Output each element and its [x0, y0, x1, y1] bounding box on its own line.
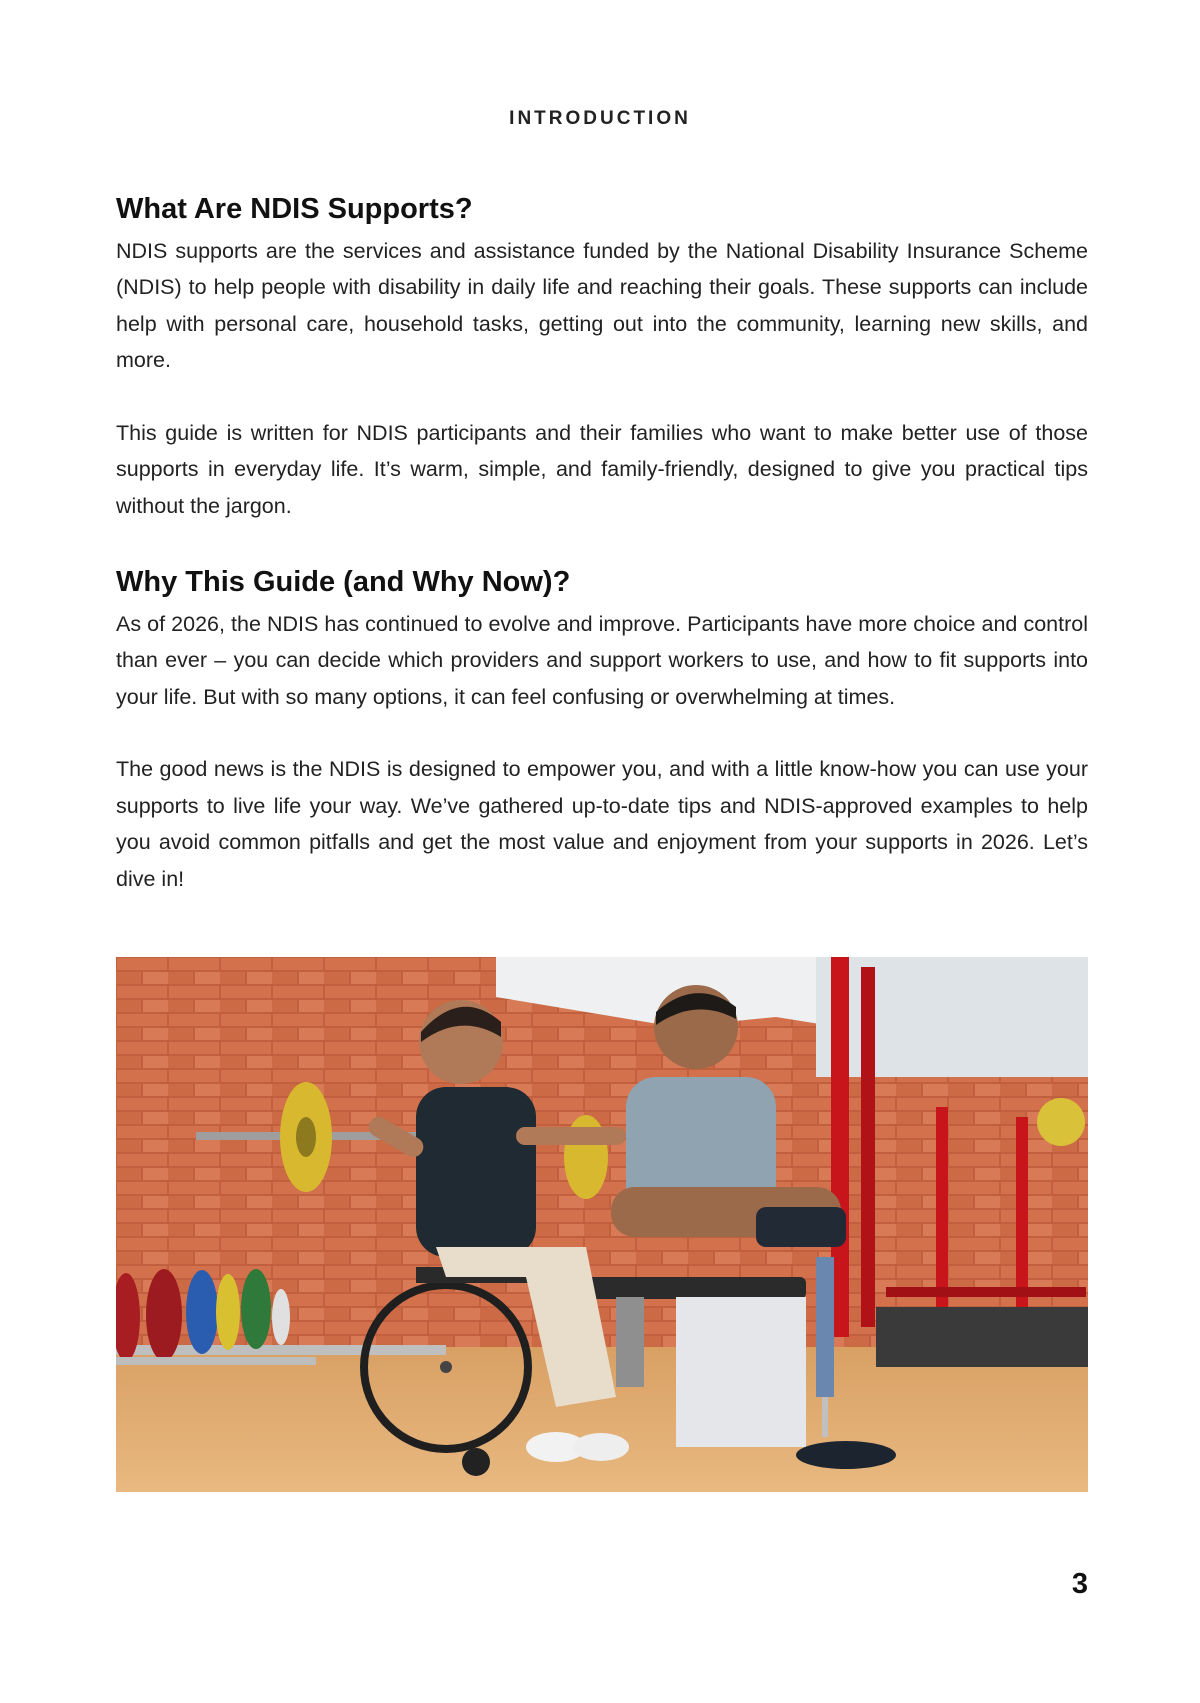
section-heading: Why This Guide (and Why Now)? — [116, 566, 571, 598]
body-paragraph: As of 2026, the NDIS has continued to evolve and improve. Participants have more choice and control than ever – you can decide which providers and support workers to use, and how to fit supports into your life. But with so many options, it can feel confusing or overwhelming at times. — [116, 611, 1088, 709]
section-why-this-guide — [116, 565, 1088, 897]
body-paragraph: NDIS supports are the services and assistance funded by the National Disability Insurance Scheme (NDIS) to help people with disability in daily life and reaching their goals. These supports can include help with personal care, household tasks, getting out into the community, learning new skills, and more. — [116, 238, 1088, 373]
body-paragraph: The good news is the NDIS is designed to empower you, and with a little know-how you can use your supports to live life your way. We’ve gathered up-to-date tips and NDIS-approved examples to help you avoid common pitfalls and get the most value and enjoyment from your supports in 2026. Let’s dive in! — [116, 757, 1088, 891]
section-heading: What Are NDIS Supports? — [116, 193, 473, 225]
page-number: 3 — [1071, 1568, 1088, 1600]
section-what-are-supports — [116, 192, 1088, 524]
gym-photo — [116, 957, 1088, 1492]
section-label: INTRODUCTION — [509, 108, 691, 129]
body-paragraph: This guide is written for NDIS participants and their families who want to make better use of those supports in everyday life. It’s warm, simple, and family-friendly, designed to give you practical tips without the jargon. — [116, 420, 1088, 518]
